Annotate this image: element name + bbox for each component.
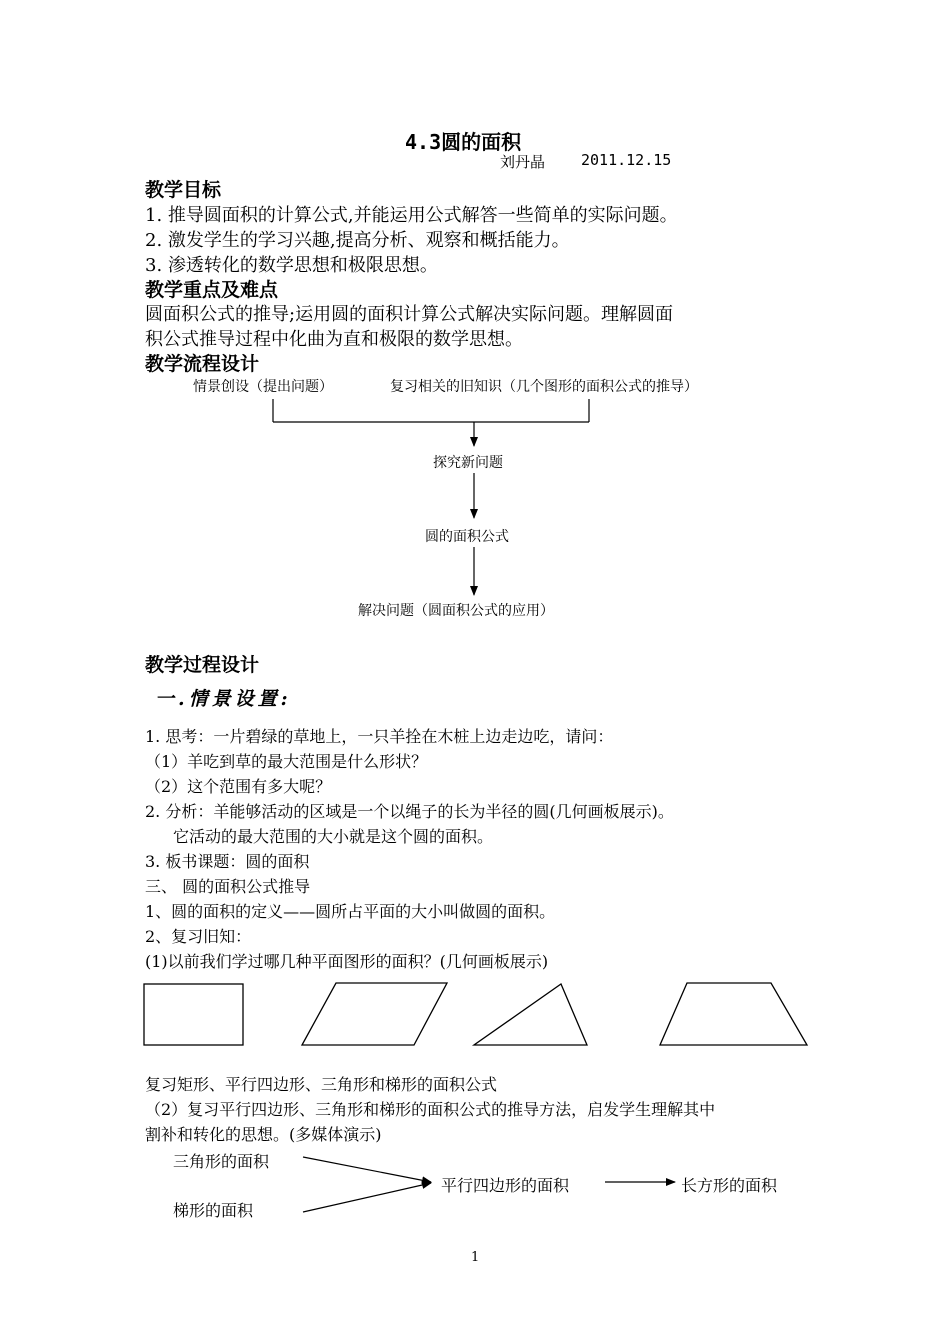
flow-top-right: 复习相关的旧知识（几个图形的面积公式的推导） [390, 379, 698, 395]
flow-step-apply: 解决问题（圆面积公式的应用） [358, 603, 554, 619]
process-line: (1)以前我们学过哪几种平面图形的面积？(几何画板展示) [145, 952, 549, 971]
process-line: 它活动的最大范围的大小就是这个圆的面积。 [173, 827, 494, 846]
process-line: （2）这个范围有多大呢？ [145, 777, 332, 796]
process-line: 2. 分析：羊能够活动的区域是一个以绳子的长为半径的圆(几何画板展示)。 [145, 802, 674, 821]
trapezoid-to-parallelogram-arrow [303, 1183, 431, 1212]
date: 2011.12.15 [581, 151, 672, 169]
process-line: （2）复习平行四边形、三角形和梯形的面积公式的推导方法，启发学生理解其中 [145, 1100, 716, 1119]
key-points-heading: 教学重点及难点 [145, 279, 279, 301]
process-line: 复习矩形、平行四边形、三角形和梯形的面积公式 [145, 1075, 498, 1094]
flow-step-explore: 探究新问题 [433, 455, 503, 471]
section-heading: 一.情景设置: [155, 688, 292, 710]
key-points-line: 圆面积公式的推导;运用圆的面积计算公式解决实际问题。理解圆面 [145, 304, 674, 325]
author: 刘丹晶 [500, 153, 546, 171]
objective-item: 1. 推导圆面积的计算公式,并能运用公式解答一些简单的实际问题。 [145, 205, 678, 226]
process-line: 1、圆的面积的定义——圆所占平面的大小叫做圆的面积。 [145, 902, 556, 921]
process-line: 3. 板书课题：圆的面积 [145, 852, 310, 871]
triangle-to-parallelogram-arrow [303, 1157, 431, 1182]
trapezoid-area-label: 梯形的面积 [173, 1201, 254, 1220]
page-number: 1 [471, 1250, 480, 1265]
triangle-shape [474, 984, 587, 1045]
process-line: 1. 思考：一片碧绿的草地上，一只羊拴在木桩上边走边吃，请问： [145, 727, 614, 746]
objective-item: 2. 激发学生的学习兴趣,提高分析、观察和概括能力。 [145, 230, 570, 251]
objectives-heading: 教学目标 [145, 179, 222, 201]
process-heading: 教学过程设计 [145, 654, 260, 676]
flow-step-formula: 圆的面积公式 [425, 529, 509, 545]
flow-bracket [273, 399, 589, 422]
process-line: 2、复习旧知： [145, 927, 252, 946]
process-line: （1）羊吃到草的最大范围是什么形状？ [145, 752, 428, 771]
trapezoid-shape [660, 983, 807, 1045]
triangle-area-label: 三角形的面积 [173, 1152, 270, 1171]
flow-top-left: 情景创设（提出问题） [193, 379, 333, 395]
page-title: 4.3圆的面积 [405, 130, 522, 154]
process-line: 三、 圆的面积公式推导 [145, 877, 311, 896]
rectangle-area-label: 长方形的面积 [681, 1176, 778, 1195]
objective-item: 3. 渗透转化的数学思想和极限思想。 [145, 255, 438, 276]
process-line: 割补和转化的思想。(多媒体演示) [145, 1125, 382, 1144]
parallelogram-area-label: 平行四边形的面积 [441, 1176, 570, 1195]
key-points-line: 积公式推导过程中化曲为直和极限的数学思想。 [145, 329, 523, 350]
flow-heading: 教学流程设计 [145, 353, 260, 375]
rectangle-shape [144, 984, 243, 1045]
parallelogram-shape [302, 983, 447, 1045]
